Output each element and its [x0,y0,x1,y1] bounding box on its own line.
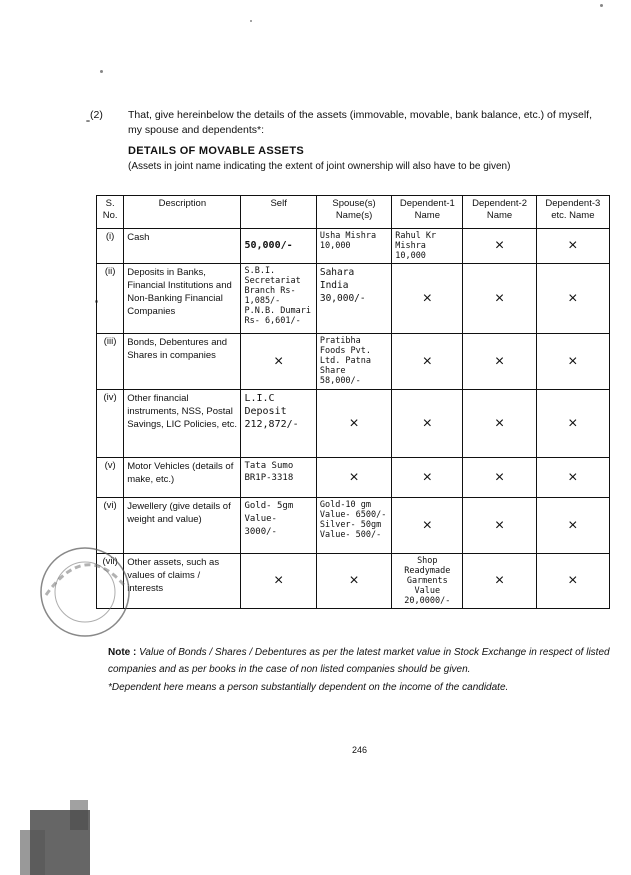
cross-mark: × [536,334,609,390]
cross-mark: × [463,334,536,390]
row-description: Cash [124,229,241,264]
table-row [97,229,610,264]
cross-mark: × [463,554,536,609]
row-number: (iii) [97,334,124,390]
note-paragraph [108,644,613,678]
cross-mark: × [316,390,391,458]
intro-text: That, give hereinbelow the details of the assets (immovable, movable, bank balance, etc.) of myself, my spouse and dependents*: [128,109,592,136]
cell-self: 50,000/- [241,229,316,264]
scan-speck [600,4,603,7]
table-header-row [97,196,610,229]
cell-dependent-1: Rahul Kr Mishra 10,000 [392,229,463,264]
header-spouse: Spouse(s) Name(s) [316,196,391,229]
scan-artifact [0,790,110,875]
row-description: Deposits in Banks, Financial Institutions and Non-Banking Financial Companies [124,264,241,334]
cell-self: Tata Sumo BR1P-3318 [241,458,316,498]
cell-spouse: Usha Mishra 10,000 [316,229,391,264]
cell-dependent-1: Shop Readymade Garments Value 20,0000/- [392,554,463,609]
cell-self: L.I.C Deposit 212,872/- [241,390,316,458]
cross-mark: × [392,458,463,498]
section-heading: DETAILS OF MOVABLE ASSETS [128,145,304,157]
header-dependent-1: Dependent-1 Name [392,196,463,229]
table-row [97,498,610,554]
row-description: Jewellery (give details of weight and value) [124,498,241,554]
cross-mark: × [316,458,391,498]
table-row [97,264,610,334]
cross-mark: × [536,264,609,334]
note-text: Value of Bonds / Shares / Debentures as per the latest market value in Stock Exchange in respect of listed companies and as per books in the case of non listed companies should be given. [108,647,610,675]
header-description: Description [124,196,241,229]
cell-self: S.B.I. Secretariat Branch Rs- 1,085/- P.N.B. Dumari Rs- 6,601/- [241,264,316,334]
cell-spouse: Gold-10 gm Value- 6500/- Silver- 50gm Value- 500/- [316,498,391,554]
cross-mark: × [463,458,536,498]
cross-mark: × [463,229,536,264]
row-number: (vii) [97,554,124,609]
table-row [97,554,610,609]
header-no: S. No. [97,196,124,229]
scan-speck [100,70,103,73]
table-row [97,334,610,390]
page-number: 246 [352,745,368,755]
cell-spouse: Pratibha Foods Pvt. Ltd. Patna Share 58,000/- [316,334,391,390]
seal-stamp [38,545,133,640]
row-number: (v) [97,458,124,498]
header-dependent-3: Dependent-3 etc. Name [536,196,609,229]
row-description: Motor Vehicles (details of make, etc.) [124,458,241,498]
section-subheading: (Assets in joint name indicating the extent of joint ownership will also have to be given) [128,161,511,172]
note-label: Note : [108,647,137,658]
cell-spouse: Sahara India 30,000/- [316,264,391,334]
row-number: (vi) [97,498,124,554]
cross-mark: × [536,554,609,609]
cross-mark: × [536,498,609,554]
cross-mark: × [463,264,536,334]
row-number: (iv) [97,390,124,458]
row-number: (i) [97,229,124,264]
header-self: Self [241,196,316,229]
cross-mark: × [536,458,609,498]
cross-mark: × [463,498,536,554]
cross-mark: × [241,334,316,390]
dependent-footnote: *Dependent here means a person substantially dependent on the income of the candidate. [108,682,509,693]
cross-mark: × [392,334,463,390]
cross-mark: × [392,498,463,554]
row-number: (ii) [97,264,124,334]
cross-mark: × [392,390,463,458]
clause-number: (2) [90,109,103,121]
cross-mark: × [241,554,316,609]
cell-self: Gold- 5gm Value- 3000/- [241,498,316,554]
cross-mark: × [316,554,391,609]
cross-mark: × [536,229,609,264]
row-description: Other assets, such as values of claims / interests [124,554,241,609]
row-description: Bonds, Debentures and Shares in companies [124,334,241,390]
cross-mark: × [536,390,609,458]
row-description: Other financial instruments, NSS, Postal Savings, LIC Policies, etc. [124,390,241,458]
cross-mark: × [463,390,536,458]
header-dependent-2: Dependent-2 Name [463,196,536,229]
movable-assets-table [96,195,610,609]
cross-mark: × [392,264,463,334]
table-row [97,458,610,498]
table-row [97,390,610,458]
scan-speck [250,20,252,22]
